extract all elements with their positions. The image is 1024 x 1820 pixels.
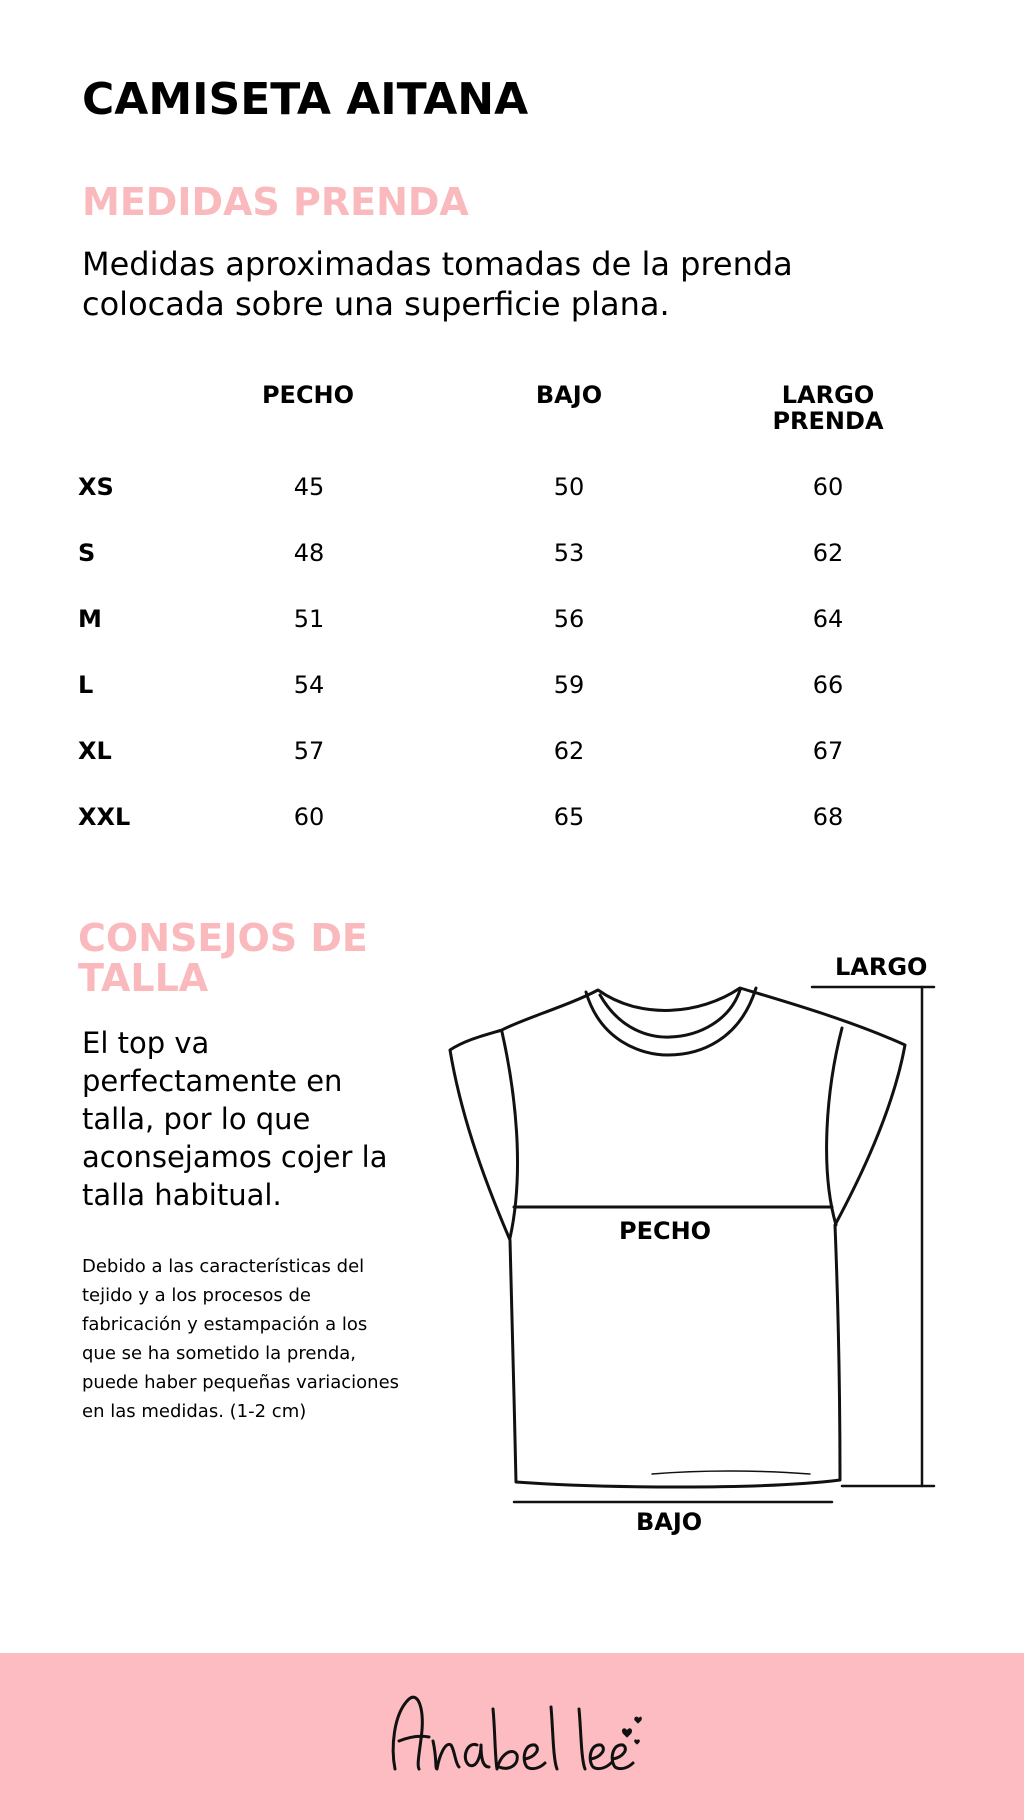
footer-band — [0, 1653, 1024, 1820]
cell-s-pecho: 48 — [293, 539, 325, 567]
cell-m-largo: 64 — [812, 605, 844, 633]
label-pecho: PECHO — [619, 1217, 712, 1245]
cell-s-largo: 62 — [812, 539, 844, 567]
cell-l-largo: 66 — [812, 671, 844, 699]
size-l: L — [78, 671, 94, 699]
size-xl: XL — [78, 737, 112, 765]
label-largo: LARGO — [835, 953, 928, 981]
size-xxl: XXL — [78, 803, 131, 831]
cell-xxl-bajo: 65 — [553, 803, 585, 831]
cell-m-pecho: 51 — [293, 605, 325, 633]
page-title: CAMISETA AITANA — [82, 74, 529, 125]
label-bajo: BAJO — [636, 1508, 703, 1536]
cell-m-bajo: 56 — [553, 605, 585, 633]
advice-heading: CONSEJOS DE TALLA — [78, 916, 368, 1000]
header-pecho: PECHO — [261, 381, 355, 409]
header-largo-prenda: LARGO PRENDA — [772, 381, 884, 435]
cell-xl-pecho: 57 — [293, 737, 325, 765]
tshirt-hem-detail — [652, 1471, 810, 1474]
tshirt-collar-inner — [600, 990, 740, 1037]
advice-text: El top va perfectamente en talla, por lo que aconsejamos cojer la talla habitual. — [82, 1026, 388, 1212]
cell-xs-largo: 60 — [812, 473, 844, 501]
cell-xl-largo: 67 — [812, 737, 844, 765]
measures-heading: MEDIDAS PRENDA — [82, 180, 469, 224]
cell-xxl-largo: 68 — [812, 803, 844, 831]
cell-s-bajo: 53 — [553, 539, 585, 567]
size-xs: XS — [78, 473, 114, 501]
brand-logo — [385, 1689, 645, 1789]
cell-xs-bajo: 50 — [553, 473, 585, 501]
cell-xl-bajo: 62 — [553, 737, 585, 765]
cell-l-bajo: 59 — [553, 671, 585, 699]
cell-xs-pecho: 45 — [293, 473, 325, 501]
advice-note: Debido a las características del tejido y a los procesos de fabricación y estampación a los que se ha sometido la prenda, puede haber pequeñas variaciones en las medidas. (1-2 cm) — [82, 1256, 400, 1422]
header-bajo: BAJO — [535, 381, 603, 409]
measures-intro: Medidas aproximadas tomadas de la prenda colocada sobre una superficie plana. — [82, 245, 793, 323]
size-s: S — [78, 539, 96, 567]
cell-l-pecho: 54 — [293, 671, 325, 699]
cell-xxl-pecho: 60 — [293, 803, 325, 831]
tshirt-right-sleeve-seam — [827, 1028, 842, 1225]
size-m: M — [78, 605, 102, 633]
